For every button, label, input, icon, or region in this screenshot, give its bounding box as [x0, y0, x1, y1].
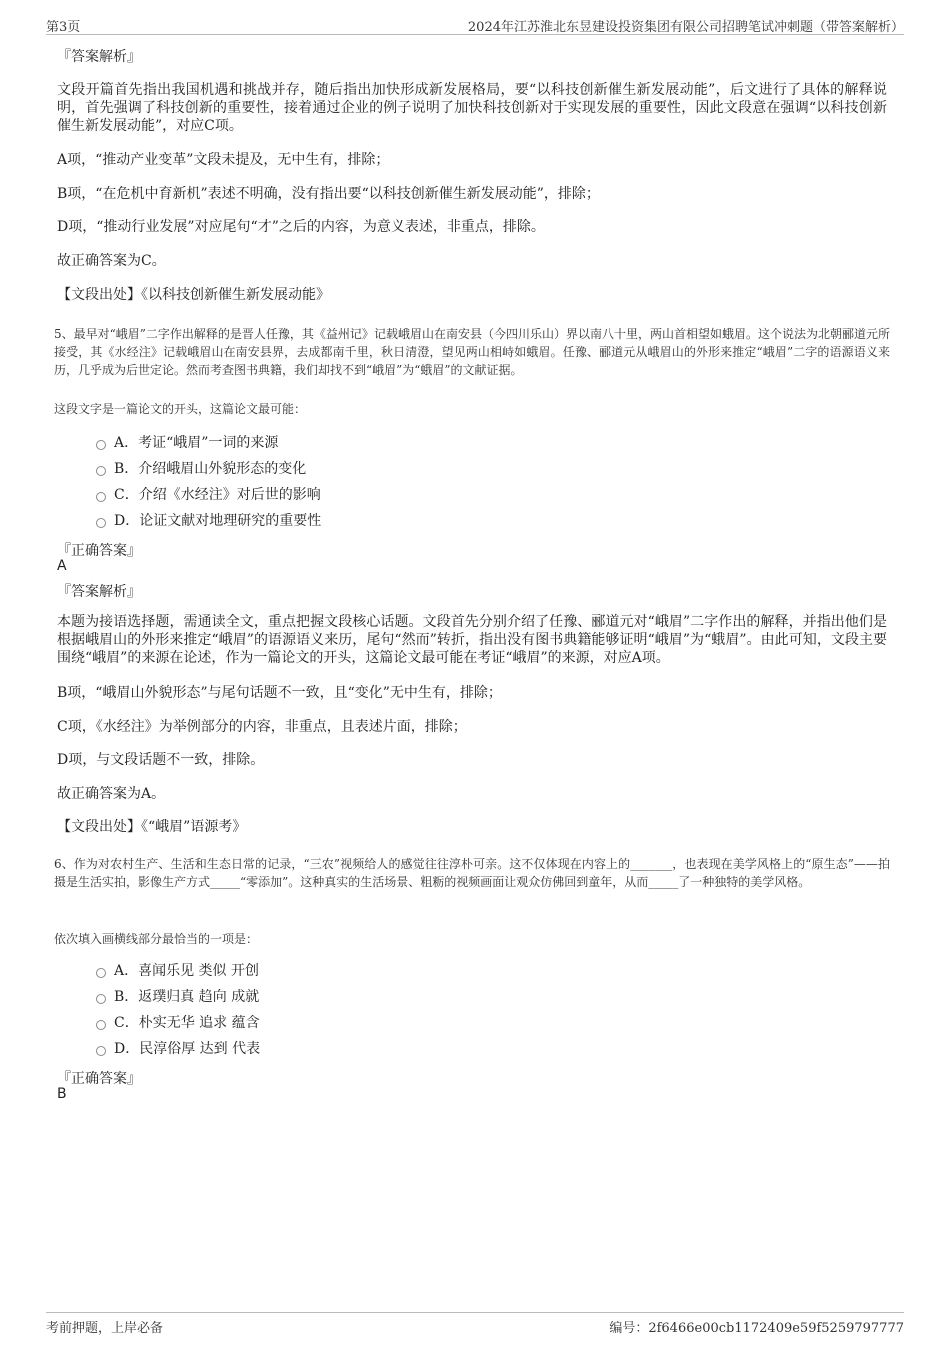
radio-icon[interactable] — [96, 492, 106, 502]
radio-icon[interactable] — [96, 440, 106, 450]
q5-prompt: 这段文字是一篇论文的开头，这篇论文最可能： — [54, 402, 307, 416]
q5-option-b-label: B．介绍峨眉山外貌形态的变化 — [114, 461, 307, 477]
q6-answer: B — [57, 1086, 67, 1102]
q6-prompt: 依次填入画横线部分最恰当的一项是： — [54, 932, 259, 946]
q5-option-b[interactable] — [96, 459, 306, 479]
page-number: 第3页 — [46, 20, 81, 35]
q6-option-a[interactable] — [96, 961, 259, 981]
q5-option-a-label: A．考证“峨眉”一词的来源 — [114, 435, 279, 451]
document-serial-number: 编号：2f6466e00cb1172409e59f5259797777 — [609, 1321, 904, 1336]
q5-question-text: 5、最早对“峨眉”二字作出解释的是晋人任豫，其《益州记》记载峨眉山在南安县（今四川乐山）界以南八十里，两山首相望如蛾眉。这个说法为北朝郦道元所接受，其《水经注》记载峨眉山在南安县界，去成都南千里，秋日清澄，望见两山相峙如蛾眉。任豫、郦道元从峨眉山的外形来推定“峨眉”二字的语源语义来历，几乎成为后世定论。然而考查图书典籍，我们却找不到“峨眉”为“蛾眉”的文献证据。 — [54, 327, 890, 377]
q4-analysis-paragraph: 文段开篇首先指出我国机遇和挑战并存，随后指出加快形成新发展格局，要“以科技创新催生新发展动能”，后文进行了具体的解释说明，首先强调了科技创新的重要性，接着通过企业的例子说明了加快科技创新对于实现发展的重要性，因此文段意在强调“以科技创新催生新发展动能”，对应C项。 — [57, 82, 887, 134]
q4-analysis-option-a: A项，“推动产业变革”文段未提及，无中生有，排除； — [57, 152, 390, 168]
q5-source: 【文段出处】《“峨眉”语源考》 — [57, 819, 247, 835]
q5-option-d-label: D．论证文献对地理研究的重要性 — [114, 513, 322, 529]
footer-slogan: 考前押题，上岸必备 — [46, 1321, 164, 1336]
q4-analysis-label: 『答案解析』 — [57, 49, 141, 65]
q6-option-b-label: B．返璞归真 趋向 成就 — [114, 989, 260, 1005]
q5-option-c[interactable] — [96, 485, 321, 505]
radio-icon[interactable] — [96, 466, 106, 476]
q5-option-d[interactable] — [96, 511, 321, 531]
q5-analysis-option-c: C项，《水经注》为举例部分的内容，非重点，且表述片面，排除； — [57, 719, 467, 735]
q6-option-a-label: A．喜闻乐见 类似 开创 — [114, 963, 260, 979]
q5-option-c-label: C．介绍《水经注》对后世的影响 — [114, 487, 321, 503]
q6-option-c[interactable] — [96, 1013, 260, 1033]
q6-option-d[interactable] — [96, 1039, 260, 1059]
q5-analysis-option-b: B项，“峨眉山外貌形态”与尾句话题不一致，且“变化”无中生有，排除； — [57, 685, 502, 701]
q4-analysis-option-b: B项，“在危机中育新机”表述不明确，没有指出要“以科技创新催生新发展动能”，排除； — [57, 186, 600, 202]
q6-option-c-label: C．朴实无华 追求 蕴含 — [114, 1015, 260, 1031]
document-title: 2024年江苏淮北东昱建设投资集团有限公司招聘笔试冲刺题（带答案解析） — [467, 20, 904, 35]
q5-analysis-label: 『答案解析』 — [57, 584, 141, 600]
q5-analysis-option-d: D项，与文段话题不一致，排除。 — [57, 752, 265, 768]
radio-icon[interactable] — [96, 1020, 106, 1030]
radio-icon[interactable] — [96, 518, 106, 528]
q4-conclusion: 故正确答案为C。 — [57, 253, 166, 269]
q5-conclusion: 故正确答案为A。 — [57, 786, 166, 802]
radio-icon[interactable] — [96, 1046, 106, 1056]
q5-option-a[interactable] — [96, 433, 278, 453]
radio-icon[interactable] — [96, 994, 106, 1004]
page-header — [46, 14, 904, 35]
q5-answer: A — [57, 558, 67, 574]
radio-icon[interactable] — [96, 968, 106, 978]
q5-analysis-paragraph: 本题为接语选择题，需通读全文，重点把握文段核心话题。文段首先分别介绍了任豫、郦道元对“峨眉”二字作出的解释，并指出他们是根据峨眉山的外形来推定“峨眉”的语源语义来历，尾句“然而”转折，指出没有图书典籍能够证明“峨眉”为“蛾眉”。由此可知，文段主要围绕“峨眉”的来源在论述，作为一篇论文的开头，这篇论文最可能在考证“峨眉”的来源，对应A项。 — [57, 614, 887, 666]
q6-option-b[interactable] — [96, 987, 259, 1007]
q6-option-d-label: D．民淳俗厚 达到 代表 — [114, 1041, 261, 1057]
q5-answer-label: 『正确答案』 — [57, 543, 141, 559]
q6-answer-label: 『正确答案』 — [57, 1071, 141, 1087]
q6-question-text: 6、作为对农村生产、生活和生态日常的记录，“三农”视频给人的感觉往往淳朴可亲。这不仅体现在内容上的_______，也表现在美学风格上的“原生态”——拍摄是生活实拍，影像生产方式_____“零添加”。这种真实的生活场景、粗粝的视频画面让观众仿佛回到童年，从而_____了一种独特的美学风格。 — [54, 857, 890, 889]
q4-source: 【文段出处】《以科技创新催生新发展动能》 — [57, 287, 330, 303]
q4-analysis-option-d: D项，“推动行业发展”对应尾句“才”之后的内容，为意义表述，非重点，排除。 — [57, 219, 545, 235]
page-footer — [46, 1312, 904, 1335]
